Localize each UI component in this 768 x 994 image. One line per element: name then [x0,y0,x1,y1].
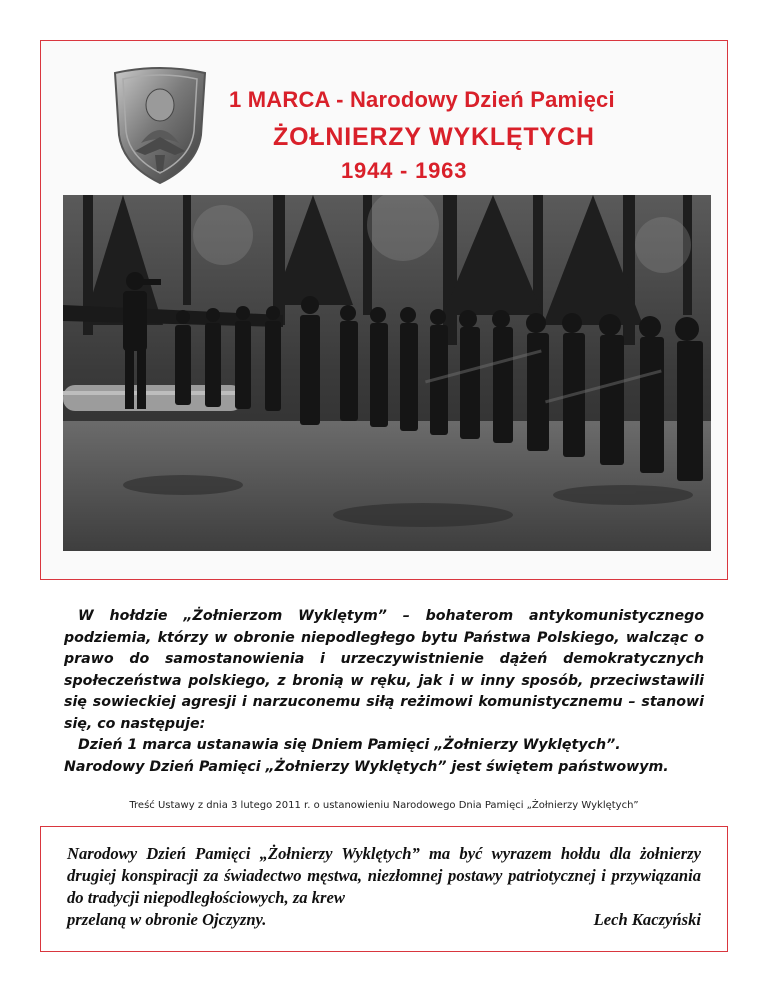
decree-article-1-line [64,735,704,757]
header-years: 1944 - 1963 [341,158,468,183]
quote-body: Narodowy Dzień Pamięci „Żołnierzy Wyklętych” ma być wyrazem hołdu dla żołnierzy drugiej konspiracji za świadectwo męstwa, niezłomnej postawy patriotycznej i przywiązania do tradycji niepodległościowych, za krew [67,844,701,907]
header-main-title: ŻOŁNIERZY WYKLĘTYCH [273,123,595,151]
quote-last-line [67,909,701,931]
header-date-title: 1 MARCA - Narodowy Dzień Pamięci [229,87,615,112]
quote-text [67,843,701,931]
quote-ending: przelaną w obronie Ojczyzny. [67,910,267,929]
quote-panel [40,826,728,952]
header-panel [40,40,728,580]
partisan-unit-photo-icon [63,195,711,551]
decree-paragraph: W hołdzie „Żołnierzom Wyklętym” – bohaterom antykomunistycznego podziemia, którzy w obronie niepodległego bytu Państwa Polskiego, walcząc o prawo do samostanowienia i urzeczywistnienie dążeń demokratycznych społeczeństwa polskiego, z bronią w ręku, jak i w inny sposób, przeciwstawili się sowieckiej agresji i narzuconemu siłą reżimowi komunistycznemu – stanowi się, co następuje: [64,608,704,732]
quote-author: Lech Kaczyński [593,910,701,929]
decree-article-2: Narodowy Dzień Pamięci „Żołnierzy Wyklętych” jest świętem państwowym. [64,758,669,775]
decree-text [64,606,704,778]
eagle-shield-badge-icon [105,65,215,187]
source-citation: Treść Ustawy z dnia 3 lutego 2011 r. o ustanowieniu Narodowego Dnia Pamięci „Żołnierzy Wyklętych” [129,800,639,811]
decree-article-1: Dzień 1 marca ustanawia się Dniem Pamięci „Żołnierzy Wyklętych”. [78,737,621,753]
